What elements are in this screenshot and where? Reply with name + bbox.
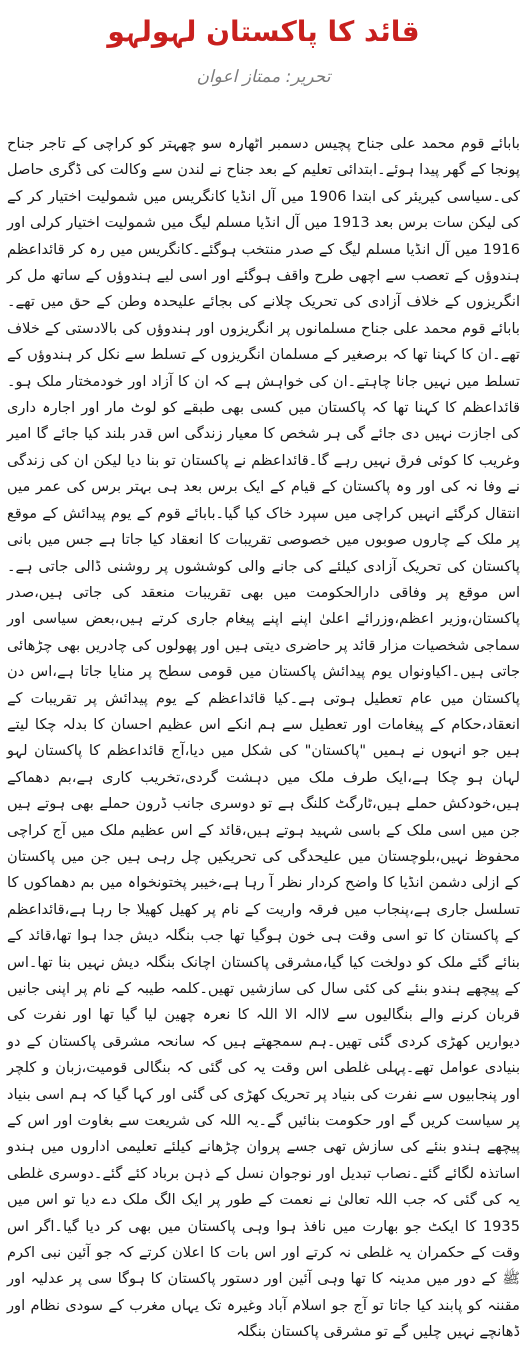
article-page bbox=[0, 14, 529, 1341]
article-body: بابائے قوم محمد علی جناح پچیس دسمبر اٹھارہ سو چھہتر کو کراچی کے تاجر جناح پونجا کے گھر پیدا ہوئے۔ابتدائی تعلیم کے بعد جناح نے لندن سے وکالت کی ڈگری حاصل کی۔سیاسی کیریئر کی ابتدا 1906 میں آل انڈیا کانگریس میں شمولیت اختیار کر کے کی لیکن سات برس بعد 1913 میں آل انڈیا مسلم لیگ میں شمولیت اختیار کرلی اور 1916 میں آل انڈیا مسلم لیگ کے صدر منتخب ہوگئے۔کانگریس میں رہ کر قائداعظم ہندوؤں کے تعصب سے اچھی طرح واقف ہوگئے اور اسی لیے ہندوؤں کے ساتھ مل کر انگریزوں کے خلاف آزادی کی تحریک چلانے کی بجائے علیحدہ وطن کے حق میں تھے۔بابائے قوم محمد علی جناح مسلمانوں پر انگریزوں اور ہندوؤں کی بالادستی کے خلاف تھے۔ان کا کہنا تھا کہ برصغیر کے مسلمان انگریزوں کے تسلط سے نکل کر ہندوؤں کے تسلط میں نہیں جانا چاہتے۔ان کی خواہش ہے کہ ان کا آزاد اور خودمختار ملک ہو۔قائداعظم کا کہنا تھا کہ پاکستان میں کسی بھی طبقے کو لوٹ مار اور اجارہ داری کی اجازت نہیں دی جائے گی ہر شخص کا معیار زندگی اس قدر بلند کیا جائے گا امیر وغریب کا کوئی فرق نہیں رہے گا۔قائداعظم نے پاکستان تو بنا دیا لیکن ان کی زندگی نے وفا نہ کی اور وہ پاکستان کے قیام کے ایک برس بعد ہی بہتر برس کی عمر میں انتقال کرگئے انہیں کراچی میں سپرد خاک کیا گیا۔بابائے قوم کے یوم پیدائش کے موقع پر ملک کے چاروں صوبوں میں خصوصی تقریبات کا انعقاد کیا جاتا ہے جس میں بانی پاکستان کی تحریک آزادی کیلئے کی جانے والی کوششوں پر روشنی ڈالی جاتی ہے۔اس موقع پر وفاقی دارالحکومت میں بھی تقریبات منعقد کی جاتی ہیں،صدر پاکستان،وزیر اعظم،وزرائے اعلیٰ اپنے اپنے پیغام جاری کرتے ہیں،بعض سیاسی اور سماجی شخصیات مزار قائد پر حاضری دیتی ہیں اور پھولوں کی چادریں بھی چڑھائی جاتی ہیں۔اکیاونواں یوم پیدائش پاکستان میں قومی سطح پر منایا جاتا ہے،اس دن پاکستان میں عام تعطیل ہوتی ہے۔کیا قائداعظم کے یوم پیدائش پر تقریبات کے انعقاد،حکام کے پیغامات اور تعطیل سے ہم انکے اس عظیم احسان کا بدلہ چکا لیتے ہیں جو انہوں نے ہمیں "پاکستان" کی شکل میں دیا،آج قائداعظم کا پاکستان لہو لہان ہو چکا ہے،ایک طرف ملک میں دہشت گردی،تخریب کاری ہے،بم دھماکے ہیں،خودکش حملے ہیں،ٹارگٹ کلنگ ہے تو دوسری جانب ڈرون حملے بھی ہوتے ہیں جن میں اسی ملک کے باسی شہید ہوتے ہیں،قائد کے اس عظیم ملک میں آج کراچی محفوظ نہیں،بلوچستان میں علیحدگی کی تحریکیں چل رہی ہیں جن میں پاکستان کے ازلی دشمن انڈیا کا واضح کردار نظر آ رہا ہے،خیبر پختونخواہ میں بم دھماکوں کا تسلسل جاری ہے،پنجاب میں فرقہ واریت کے نام پر کھیل کھیلا جا رہا ہے،قائداعظم کے پاکستان کا تو اسی وقت ہی خون ہوگیا تھا جب بنگلہ دیش جدا ہوا تھا،قائد کے بنائے گئے ملک کو دولخت کیا گیا،مشرقی پاکستان اچانک بنگلہ دیش نہیں بنا تھا۔اس کے پیچھے ہندو بنئے کی کئی سال کی سازشیں تھیں۔کلمہ طیبہ کے نام پر اپنی جانیں قربان کرنے والے بنگالیوں سے لاالہ الا اللہ کا نعرہ چھین لیا گیا تھا اور نفرت کی دیواریں کھڑی کردی گئی تھیں۔ہم سمجھتے ہیں کہ سانحہ مشرقی پاکستان کے دو بنیادی عوامل تھے۔پہلی غلطی اس وقت یہ کی گئی کہ بنگالی قومیت،زبان و کلچر اور پنجابیوں سے نفرت کی بنیاد پر تحریک کھڑی کی گئی اور کہا گیا کہ ہم اسی بنیاد پر سیاست کریں گے اور حکومت بنائیں گے۔یہ اللہ کی شریعت سے بغاوت اور اس کے پیچھے ہندو بنئے کی سازش تھی جسے پروان چڑھانے کیلئے تعلیمی اداروں میں ہندو اساتذہ لگائے گئے۔نصاب تبدیل اور نوجوان نسل کے ذہن برباد کئے گئے۔دوسری غلطی یہ کی گئی کہ جب اللہ تعالیٰ نے نعمت کے طور پر ایک الگ ملک دے دیا تو اس میں 1935 کا ایکٹ جو بھارت میں نافذ ہوا وہی پاکستان میں بھی کر دیا گیا۔اگر اس وقت کے حکمران یہ غلطی نہ کرتے اور اس بات کا اعلان کرتے کہ جو آئین نبی اکرم ﷺ کے دور میں مدینہ کا تھا وہی آئین اور دستور پاکستان کا ہوگا سی پر عدلیہ اور مقننہ کو پابند کیا جاتا تو آج جو اسلام آباد وغیرہ تک یہاں مغرب کے سودی نظام اور ڈھانچے نہیں چلیں گے تو مشرقی پاکستان بنگلہ bbox=[7, 135, 520, 1341]
article-headline: قائد کا پاکستان لہولہو bbox=[107, 15, 420, 48]
article-byline: تحریر: ممتاز اعوان bbox=[196, 67, 331, 87]
